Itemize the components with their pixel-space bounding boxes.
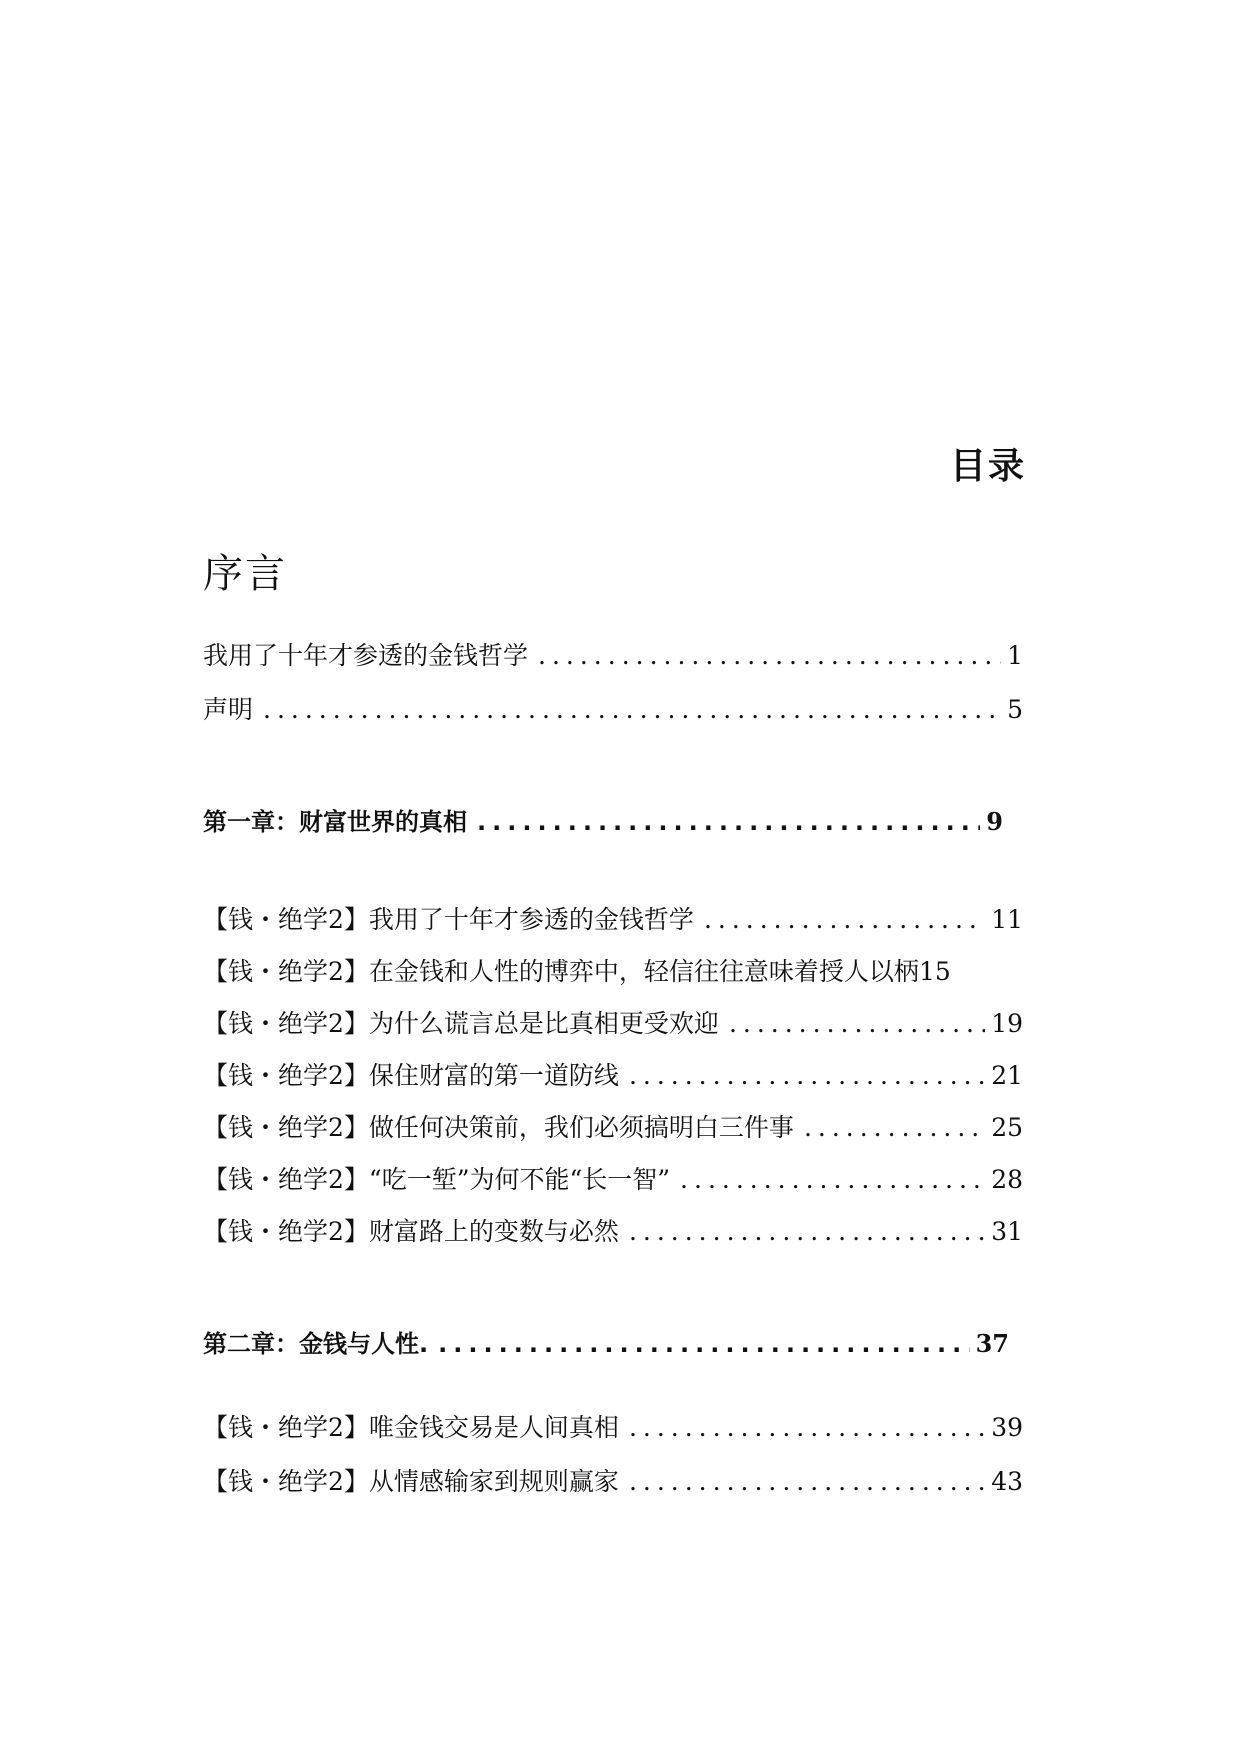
- toc-page-number: 1: [1007, 641, 1023, 670]
- toc-page-number: 15: [918, 957, 951, 986]
- toc-entry-ch1-2[interactable]: [203, 959, 1033, 984]
- toc-series-tag: 【钱・绝学2】: [203, 1061, 369, 1090]
- toc-series-tag: 【钱・绝学2】: [203, 957, 369, 986]
- toc-leader-dots: [629, 1469, 985, 1494]
- toc-leader-dots: [680, 1167, 985, 1192]
- toc-entry-title: 唯金钱交易是人间真相: [368, 1413, 619, 1442]
- toc-chapter-2[interactable]: [203, 1329, 1009, 1358]
- toc-leader-dots: [729, 1011, 985, 1036]
- toc-entry-title: “吃一堑”为何不能“长一智”: [368, 1165, 671, 1194]
- toc-leader-dots: [263, 697, 1001, 722]
- toc-entry-ch2-1[interactable]: [203, 1415, 1023, 1440]
- toc-series-tag: 【钱・绝学2】: [203, 1113, 369, 1142]
- toc-chapter-title: 第一章：财富世界的真相: [203, 808, 467, 836]
- toc-page-number: 19: [991, 1009, 1023, 1038]
- toc-entry-title: 保住财富的第一道防线: [368, 1061, 619, 1090]
- toc-entry-title: 从情感输家到规则赢家: [368, 1467, 619, 1496]
- toc-entry-title: 财富路上的变数与必然: [368, 1217, 619, 1246]
- toc-leader-dots: [477, 810, 980, 834]
- toc-page-number: 43: [991, 1467, 1023, 1496]
- toc-page-number: 37: [975, 1329, 1009, 1358]
- toc-entry-ch1-4[interactable]: [203, 1063, 1023, 1088]
- toc-entry-preface-1[interactable]: [203, 643, 1023, 668]
- toc-page-number: 9: [986, 807, 1003, 836]
- toc-leader-dots: [629, 1063, 985, 1088]
- toc-series-tag: 【钱・绝学2】: [203, 1009, 369, 1038]
- toc-series-tag: 【钱・绝学2】: [203, 905, 369, 934]
- toc-leader-dots: [538, 643, 1001, 668]
- toc-leader-dots: [629, 1415, 985, 1440]
- toc-page-number: 28: [991, 1165, 1023, 1194]
- toc-series-tag: 【钱・绝学2】: [203, 1165, 369, 1194]
- toc-leader-dots: [629, 1219, 985, 1244]
- toc-entry-ch1-7[interactable]: [203, 1219, 1023, 1244]
- preface-heading: 序言: [203, 551, 287, 597]
- toc-entry-title: 我用了十年才参透的金钱哲学: [203, 641, 529, 670]
- toc-entry-title: 在金钱和人性的博弈中，轻信往往意味着授人以柄: [368, 957, 919, 986]
- toc-entry-preface-2[interactable]: [203, 697, 1023, 722]
- toc-entry-ch1-3[interactable]: [203, 1011, 1023, 1036]
- toc-entry-title: 为什么谎言总是比真相更受欢迎: [368, 1009, 719, 1038]
- toc-page-number: 11: [991, 905, 1023, 934]
- toc-page-number: 39: [991, 1413, 1023, 1442]
- toc-leader-dots: [704, 907, 985, 932]
- toc-entry-ch2-2[interactable]: [203, 1469, 1023, 1494]
- toc-chapter-title: 第二章：金钱与人性.: [203, 1330, 429, 1358]
- toc-entry-title: 做任何决策前，我们必须搞明白三件事: [368, 1113, 794, 1142]
- toc-series-tag: 【钱・绝学2】: [203, 1217, 369, 1246]
- toc-entry-ch1-1[interactable]: [203, 907, 1023, 932]
- toc-page-number: 25: [991, 1113, 1023, 1142]
- toc-leader-dots: [438, 1332, 969, 1356]
- toc-entry-title: 我用了十年才参透的金钱哲学: [368, 905, 694, 934]
- toc-leader-dots: [804, 1115, 985, 1140]
- toc-page-number: 5: [1007, 695, 1023, 724]
- toc-series-tag: 【钱・绝学2】: [203, 1467, 369, 1496]
- toc-page-number: 21: [991, 1061, 1023, 1090]
- toc-title: 目录: [949, 446, 1026, 487]
- toc-chapter-1[interactable]: [203, 807, 1003, 836]
- toc-entry-ch1-5[interactable]: [203, 1115, 1023, 1140]
- toc-series-tag: 【钱・绝学2】: [203, 1413, 369, 1442]
- toc-entry-title: 声明: [203, 695, 254, 724]
- toc-entry-ch1-6[interactable]: [203, 1167, 1023, 1192]
- toc-page-number: 31: [991, 1217, 1023, 1246]
